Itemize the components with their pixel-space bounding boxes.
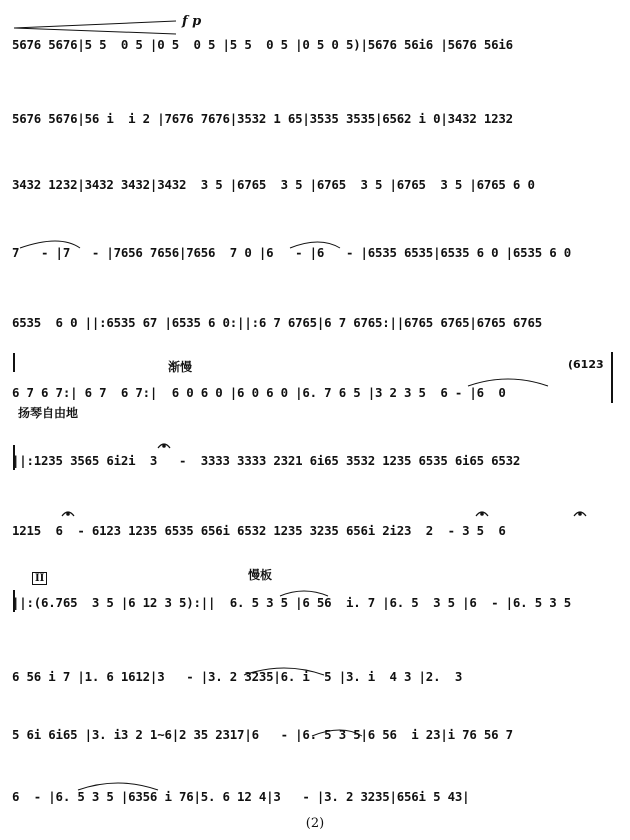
instrument-instruction: 扬琴自由地 [18, 406, 79, 420]
notation-line-6: 6 7 6 7:| 6 7 6 7:| 6 0 6 0 |6 0 6 0 |6. 7 6 5 |3 2 3 5 6 - |6 0 [12, 385, 506, 400]
dynamic-mark: f p [182, 14, 202, 29]
notation-line-12: 6 - |6. 5 3 5 |6356 i 76|5. 6 12 4|3 - |3. 2 3235|656i 5 43| [12, 789, 470, 804]
notation-line-5: 6535 6 0 ||:6535 67 |6535 6 0:||:6 7 6765|6 7 6765:||6765 6765|6765 6765 [12, 315, 542, 330]
notation-line-2: 5676 5676|56 i i 2 |7676 7676|3532 1 65|3535 3535|6562 i 0|3432 1232 [12, 111, 513, 126]
tempo-marking-gradual: 渐慢 [168, 360, 193, 374]
section-mark: II [32, 572, 47, 585]
notation-line-8: 1215 6 - 6123 1235 6535 656i 6532 1235 3235 656i 2i23 2 - 3 5 6 [12, 523, 506, 538]
notation-line-3: 3432 1232|3432 3432|3432 3 5 |6765 3 5 |6765 3 5 |6765 3 5 |6765 6 0 [12, 177, 535, 192]
notation-line-1: 5676 5676|5 5 0 5 |0 5 0 5 |5 5 0 5 |0 5 0 5)|5676 56i6 |5676 56i6 [12, 37, 513, 52]
pickup-phrase: (6123 [568, 358, 604, 371]
tempo-marking-slow: 慢板 [248, 568, 273, 582]
notation-line-7: ||:1235 3565 6i2i 3 - 3333 3333 2321 6i65 3532 1235 6535 6i65 6532 [12, 453, 521, 468]
page-number: (2) [305, 816, 325, 831]
notation-line-9: ||:(6.765 3 5 |6 12 3 5):|| 6. 5 3 5 |6 56 i. 7 |6. 5 3 5 |6 - |6. 5 3 5 [12, 595, 572, 610]
notation-line-11: 5 6i 6i65 |3. i3 2 1~6|2 35 2317|6 - |6. 5 3 5|6 56 i 23|i 76 56 7 [12, 727, 513, 742]
notation-line-4: 7 - |7 - |7656 7656|7656 7 0 |6 - |6 - |6535 6535|6535 6 0 |6535 6 0 [12, 245, 572, 260]
notation-line-10: 6 56 i 7 |1. 6 1612|3 - |3. 2 3235|6. i 5 |3. i 4 3 |2. 3 [12, 669, 463, 684]
